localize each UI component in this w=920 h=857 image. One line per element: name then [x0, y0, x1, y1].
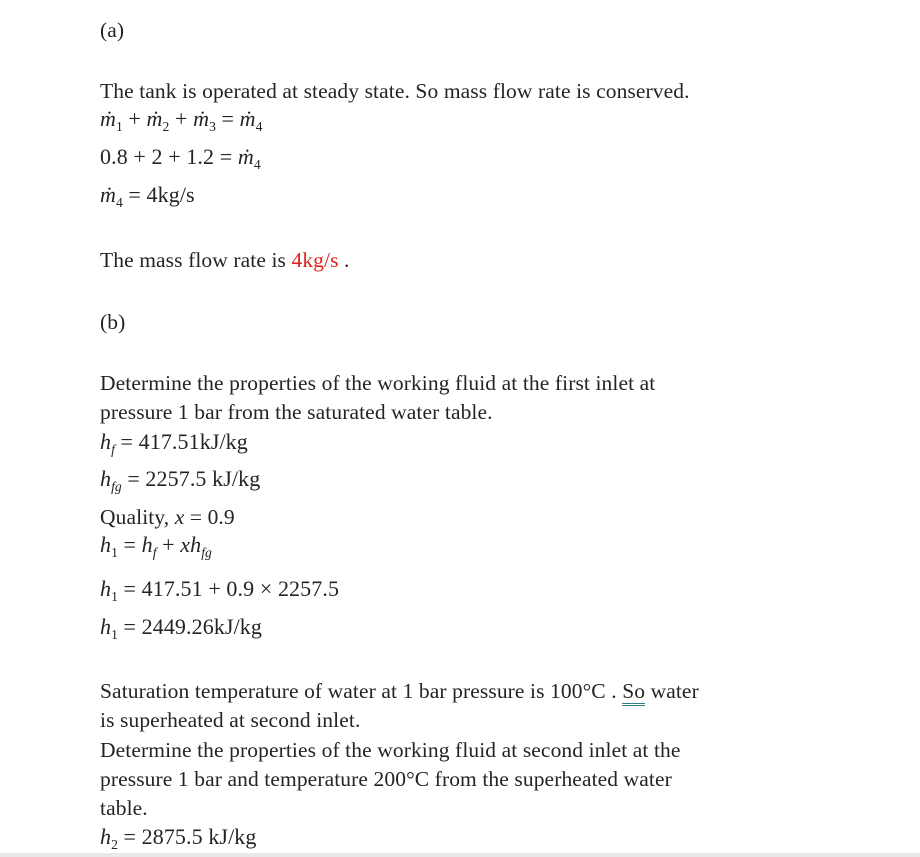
text-run-var: x [174, 505, 185, 529]
text-run-sub: 1 [116, 118, 123, 134]
h2-equation [100, 821, 257, 857]
text-run-var: h [100, 614, 112, 639]
text-run: = 417.51kJ/kg [114, 429, 248, 454]
page-bottom-edge [0, 853, 920, 857]
second-inlet-para-line-1: Determine the properties of the working fluid at second inlet at the [100, 738, 681, 762]
text-run: = 0.9 [184, 505, 235, 529]
text-run-grammar: So [622, 679, 645, 706]
text-run-var: h [100, 576, 112, 601]
text-run: + [169, 106, 194, 131]
text-run-var: ṁ [100, 182, 116, 207]
text-run: Quality, [100, 505, 175, 529]
hfg-equation [100, 463, 260, 503]
text-run: The mass flow rate is [100, 248, 292, 272]
text-run-var: h [100, 532, 112, 557]
second-inlet-para-line-3: table. [100, 796, 148, 820]
mass-balance-equation [100, 103, 262, 143]
text-run-var: h [141, 532, 153, 557]
text-run-sub: 4 [255, 118, 263, 134]
h1-values-equation [100, 573, 339, 613]
text-run: = 2449.26kJ/kg [117, 614, 263, 639]
text-run-sub: 4 [116, 194, 123, 210]
text-run-sub: 4 [253, 156, 261, 172]
h1-result-equation [100, 611, 262, 651]
text-run: = 2875.5 kJ/kg [117, 824, 257, 849]
second-inlet-para-line-2: pressure 1 bar and temperature 200°C from the superheated water [100, 767, 672, 791]
text-run-sub: 1 [111, 588, 118, 604]
text-run: = 4kg/s [122, 182, 195, 207]
text-run: = [117, 532, 142, 557]
text-run-sub: 3 [209, 118, 216, 134]
mass-values-equation [100, 141, 261, 181]
text-run-sub: 2 [162, 118, 170, 134]
text-run: = 2257.5 kJ/kg [121, 466, 261, 491]
mass-flow-conclusion [100, 246, 350, 275]
text-run-var: x [180, 532, 191, 557]
text-run-sub: 2 [111, 836, 118, 852]
text-run: 0.8 + 2 + 1.2 = [100, 144, 238, 169]
text-run-varsub: f [152, 544, 157, 560]
part-b-label: (b) [100, 310, 126, 334]
text-run: . [338, 248, 350, 272]
hf-equation [100, 426, 248, 466]
text-run-var: ṁ [237, 144, 254, 169]
text-run: water [645, 679, 699, 703]
quality-statement [100, 503, 235, 532]
text-run: + [122, 106, 147, 131]
first-inlet-para-line-1: Determine the properties of the working fluid at the first inlet at [100, 371, 656, 395]
text-run-var: h [100, 466, 112, 491]
text-run-var: ṁ [100, 106, 116, 131]
steady-state-statement: The tank is operated at steady state. So mass flow rate is conserved. [100, 79, 690, 103]
text-run-var: ṁ [193, 106, 210, 131]
text-run: = 417.51 + 0.9 × 2257.5 [117, 576, 340, 601]
text-run-var: h [100, 824, 112, 849]
text-run: Saturation temperature of water at 1 bar pressure is 100°C . [100, 679, 623, 703]
first-inlet-para-line-2: pressure 1 bar from the saturated water table. [100, 400, 493, 424]
text-run-varsub: f [111, 441, 115, 457]
mass-result-equation [100, 179, 195, 219]
text-run-varsub: fg [201, 544, 212, 560]
text-run-var: h [190, 532, 202, 557]
text-run: + [156, 532, 181, 557]
text-run-var: h [100, 429, 112, 454]
text-run: = [215, 106, 240, 131]
saturation-para-line-1 [100, 677, 699, 706]
part-a-label: (a) [100, 18, 125, 42]
text-run-var: ṁ [239, 106, 256, 131]
text-run-red: 4kg/s [291, 248, 339, 272]
saturation-para-line-2: is superheated at second inlet. [100, 708, 361, 732]
text-run-varsub: fg [111, 478, 122, 494]
h1-formula-equation [100, 529, 212, 569]
text-run-sub: 1 [111, 626, 118, 642]
text-run-var: ṁ [146, 106, 163, 131]
text-run-sub: 1 [111, 544, 118, 560]
